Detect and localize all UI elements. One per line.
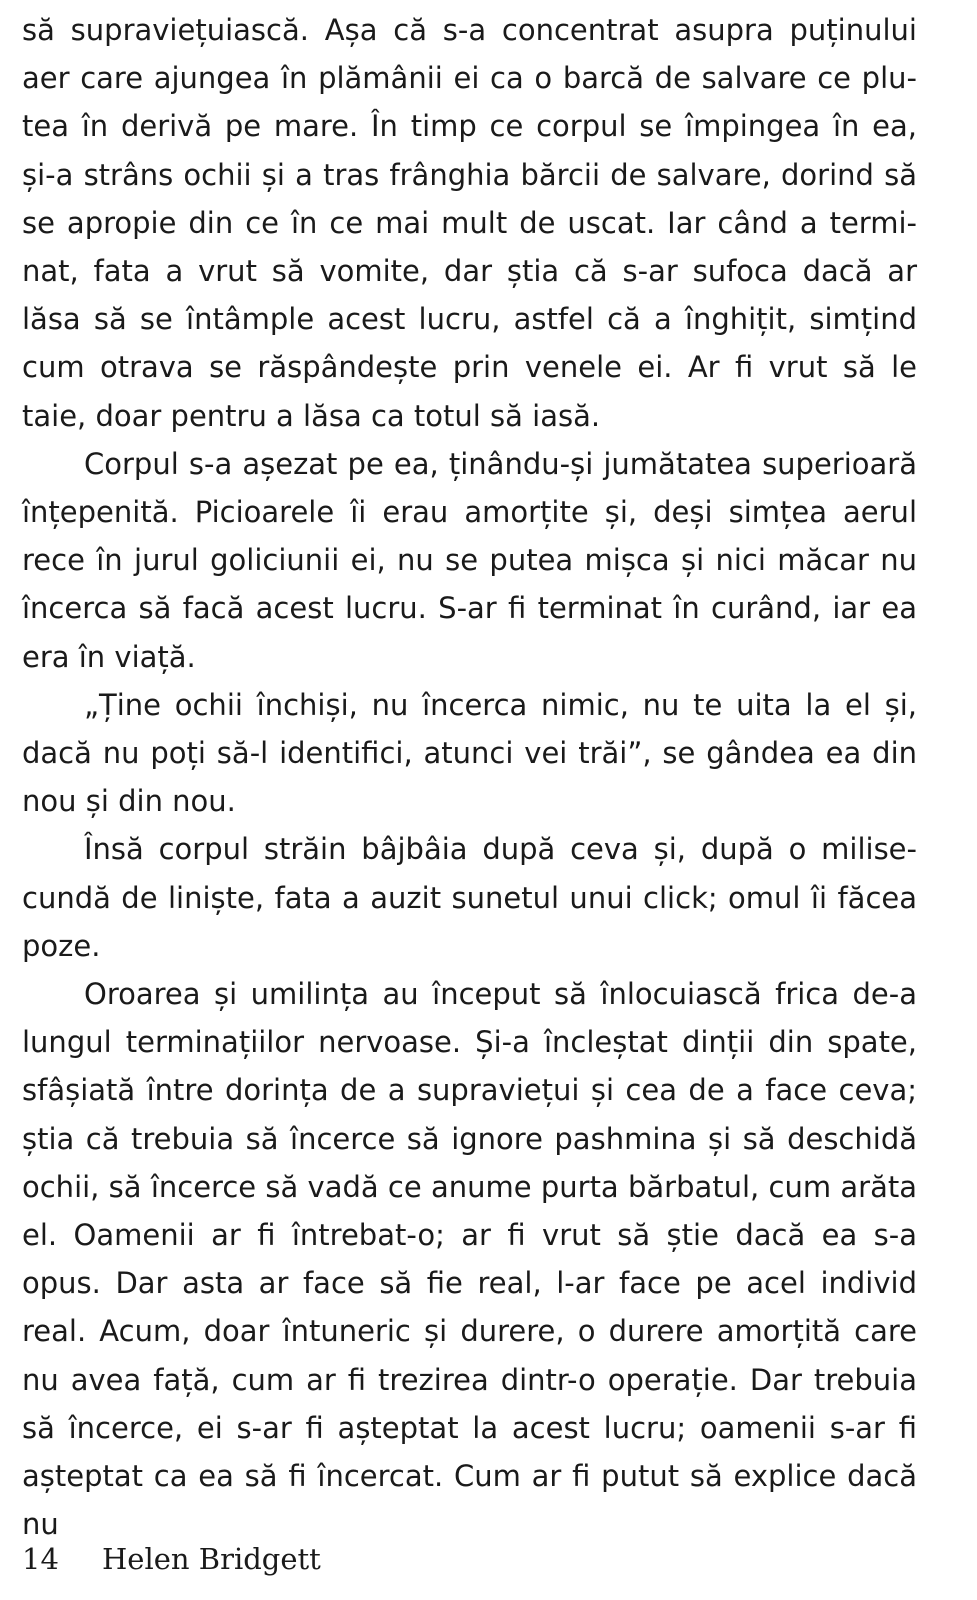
paragraph-1: să supraviețuiască. Așa că s-a concentrat asupra puținului aer care ajungea în plămânii ei ca o barcă de salvare ce plutea în derivă pe mare. În timp ce corpul se împingea în ea, și-a strâns ochii și a tras frânghia bărcii de salvare, dorind să se apropie din ce în ce mai mult de uscat. Iar când a terminat, fata a vrut să vomite, dar știa că s-ar sufoca dacă ar lăsa să se întâmple acest lucru, astfel că a înghițit, simțind cum otrava se răspândește prin venele ei. Ar fi vrut să le taie, doar pentru a lăsa ca totul să iasă.: [22, 13, 917, 433]
paragraph-4: Însă corpul străin bâjbâia după ceva și, după o milisecundă de liniște, fata a auzit sunetul unui click; omul îi făcea poze.: [22, 832, 917, 963]
author-name: Helen Bridgett: [102, 1542, 321, 1576]
page-number: 14: [22, 1542, 59, 1576]
page-footer: [22, 1542, 321, 1576]
paragraph-5: Oroarea și umilința au început să înlocuiască frica de-a lungul terminațiilor nervoase. Și-a încleștat dinții din spate, sfâșiată între dorința de a supraviețui și cea de a face ceva; știa că trebuia să încerce să ignore pashmina și să deschidă ochii, să încerce să vadă ce anume purta bărbatul, cum arăta el. Oamenii ar fi întrebat-o; ar fi vrut să știe dacă ea s-a opus. Dar asta ar face să fie real, l-ar face pe acel individ real. Acum, doar întuneric și durere, o durere amorțită care nu avea față, cum ar fi trezirea dintr-o operație. Dar trebuia să încerce, ei s-ar fi așteptat la acest lucru; oamenii s-ar fi așteptat ca ea să fi încercat. Cum ar fi putut să explice dacă nu: [22, 977, 917, 1542]
paragraph-2: Corpul s-a așezat pe ea, ținându-și jumătatea superioară înțepenită. Picioarele îi erau amorțite și, deși simțea aerul rece în jurul goliciunii ei, nu se putea mișca și nici măcar nu încerca să facă acest lucru. S-ar fi terminat în curând, iar ea era în viață.: [22, 446, 917, 674]
paragraph-3: „Ține ochii închiși, nu încerca nimic, nu te uita la el și, dacă nu poți să-l identifici, atunci vei trăi”, se gândea ea din nou și din nou.: [22, 687, 917, 819]
book-page: [22, 6, 917, 1549]
